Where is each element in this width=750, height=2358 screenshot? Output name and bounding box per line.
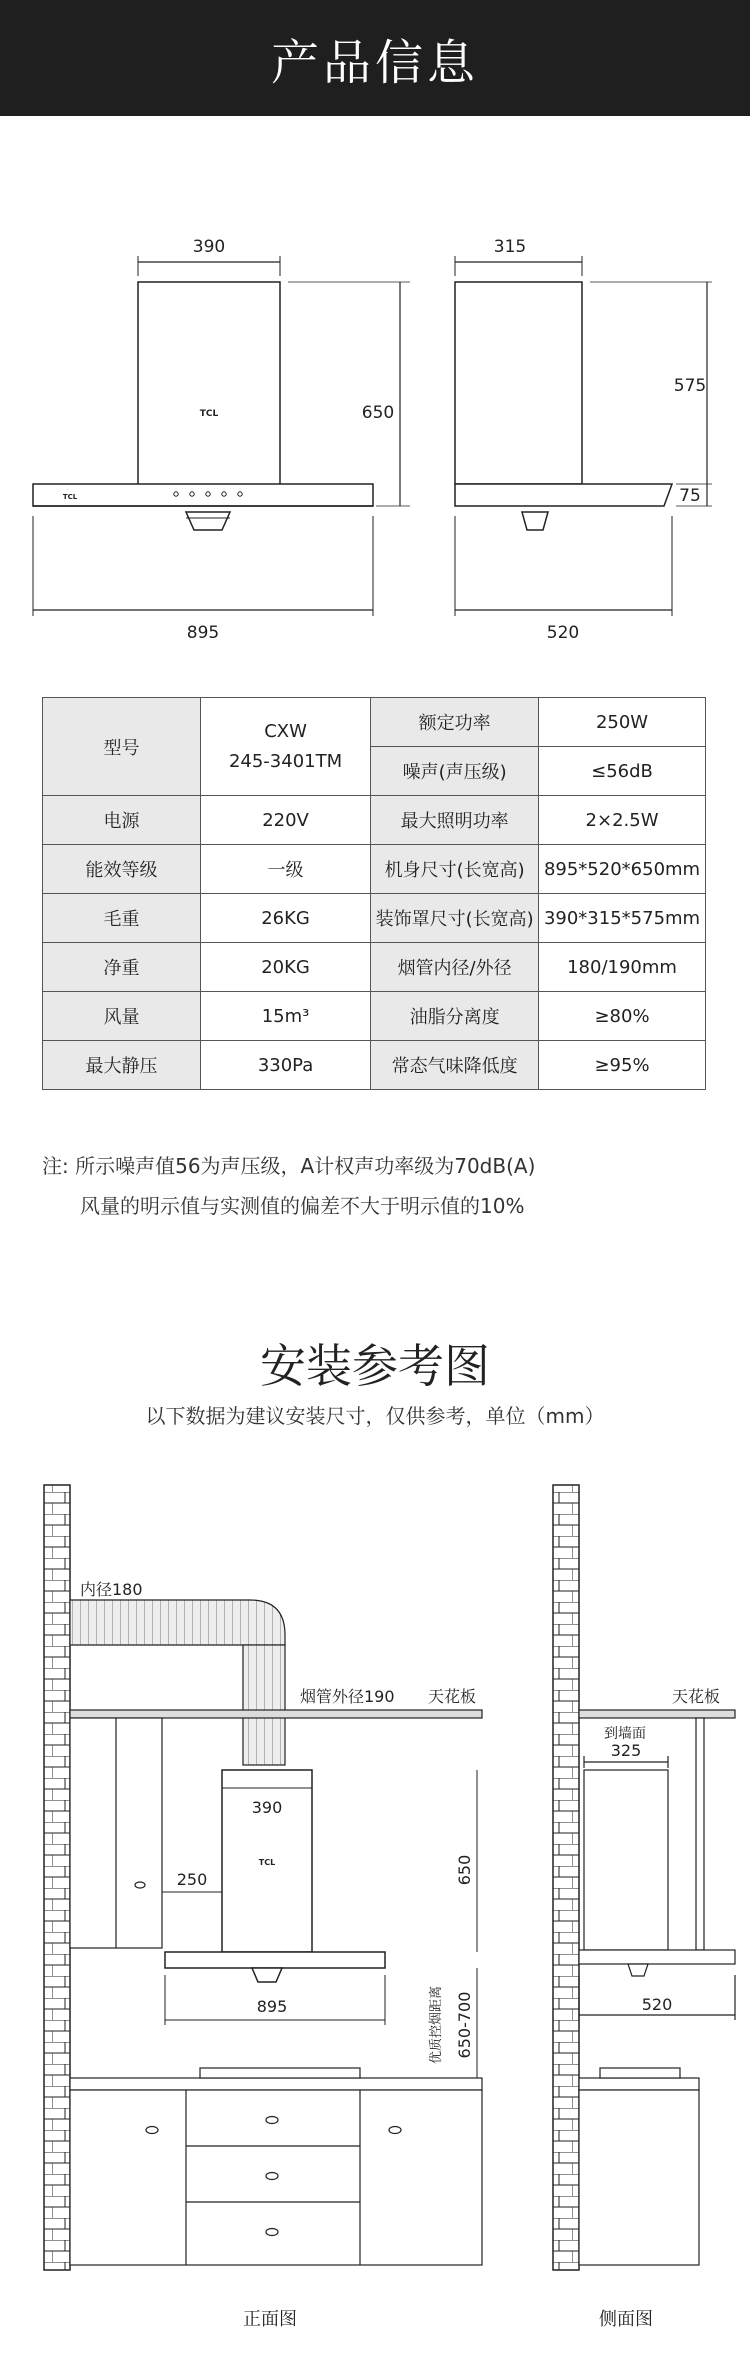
inner-diameter-label: 内径180 (80, 1580, 143, 1599)
install-front-total: 895 (256, 1997, 288, 2016)
side-total-label: 520 (546, 623, 580, 643)
spec-label: 噪声(声压级) (371, 747, 539, 796)
side-total: 520 (641, 1995, 673, 2014)
table-row (43, 698, 706, 747)
spec-label: 能效等级 (43, 845, 201, 894)
spec-table (42, 697, 706, 1090)
panel-logo: TCL (62, 493, 78, 501)
spec-label: 净重 (43, 943, 201, 992)
install-tcl-logo: TCL (258, 1858, 276, 1867)
side-depth-label: 315 (493, 237, 527, 257)
side-panel-label: 75 (679, 486, 701, 506)
install-gap-range: 650-700 (455, 1991, 474, 2059)
spec-label: 型号 (43, 698, 201, 796)
spec-value: 895*520*650mm (539, 845, 706, 894)
base-cabinet (70, 2068, 482, 2265)
front-width-label: 390 (192, 237, 226, 257)
spec-value (200, 698, 370, 796)
ceiling-side-label: 天花板 (672, 1687, 721, 1706)
tcl-logo: TCL (199, 409, 219, 419)
upper-cabinet (70, 1718, 162, 1948)
note-line-2: 风量的明示值与实测值的偏差不大于明示值的10% (80, 1194, 525, 1218)
front-total-label: 895 (186, 623, 220, 643)
front-view-drawing (33, 256, 410, 616)
ceiling-side (579, 1710, 735, 1718)
spec-value: 20KG (200, 943, 370, 992)
spec-value: 15m³ (200, 992, 370, 1041)
spec-label: 最大静压 (43, 1041, 201, 1090)
page-title: 产品信息 (270, 34, 479, 91)
spec-value: 26KG (200, 894, 370, 943)
install-subtitle: 以下数据为建议安装尺寸，仅供参考，单位（mm） (145, 1404, 605, 1428)
spec-value: ≥80% (539, 992, 706, 1041)
ceiling-front (70, 1710, 482, 1718)
table-row (43, 1041, 706, 1090)
spec-value: 一级 (200, 845, 370, 894)
side-height-label: 575 (673, 376, 707, 396)
spec-label: 电源 (43, 796, 201, 845)
side-wall (553, 1485, 579, 2270)
table-row (43, 845, 706, 894)
install-offset: 250 (176, 1870, 208, 1889)
side-counter (579, 2068, 699, 2265)
install-title: 安装参考图 (260, 1339, 490, 1393)
side-caption: 侧面图 (599, 2309, 653, 2330)
to-wall-label: 到墙面 (604, 1726, 646, 1742)
spec-label: 毛重 (43, 894, 201, 943)
spec-value: 180/190mm (539, 943, 706, 992)
install-gap-label: 优质控烟距离 (429, 1985, 444, 2065)
table-row (43, 943, 706, 992)
note-line-1: 注: 所示噪声值56为声压级，A计权声功率级为70dB(A) (42, 1154, 536, 1178)
front-height-label: 650 (361, 403, 395, 423)
install-front-height: 650 (455, 1854, 474, 1886)
spec-label: 装饰罩尺寸(长宽高) (371, 894, 539, 943)
spec-label: 油脂分离度 (371, 992, 539, 1041)
front-caption: 正面图 (243, 2309, 297, 2330)
table-row (43, 992, 706, 1041)
side-depth: 325 (610, 1741, 642, 1760)
install-diagram (0, 1470, 750, 2350)
hood-side (579, 1718, 735, 2020)
side-view-drawing (455, 256, 712, 616)
spec-value: 250W (539, 698, 706, 747)
spec-value: 220V (200, 796, 370, 845)
install-front-width: 390 (251, 1798, 283, 1817)
front-wall (44, 1485, 70, 2270)
spec-value: ≤56dB (539, 747, 706, 796)
page-header (0, 0, 750, 116)
table-row (43, 796, 706, 845)
spec-label: 额定功率 (371, 698, 539, 747)
spec-label: 常态气味降低度 (371, 1041, 539, 1090)
spec-label: 最大照明功率 (371, 796, 539, 845)
spec-label: 机身尺寸(长宽高) (371, 845, 539, 894)
duct-outer-label: 烟管外径190 (300, 1687, 395, 1706)
model-line-1: CXW (264, 720, 307, 742)
table-row (43, 894, 706, 943)
spec-label: 烟管内径/外径 (371, 943, 539, 992)
spec-label: 风量 (43, 992, 201, 1041)
spec-value: 330Pa (200, 1041, 370, 1090)
dimension-drawings (0, 116, 750, 676)
model-line-2: 245-3401TM (228, 750, 343, 772)
spec-value: ≥95% (539, 1041, 706, 1090)
spec-value: 2×2.5W (539, 796, 706, 845)
ceiling-label: 天花板 (428, 1687, 477, 1706)
spec-value: 390*315*575mm (539, 894, 706, 943)
